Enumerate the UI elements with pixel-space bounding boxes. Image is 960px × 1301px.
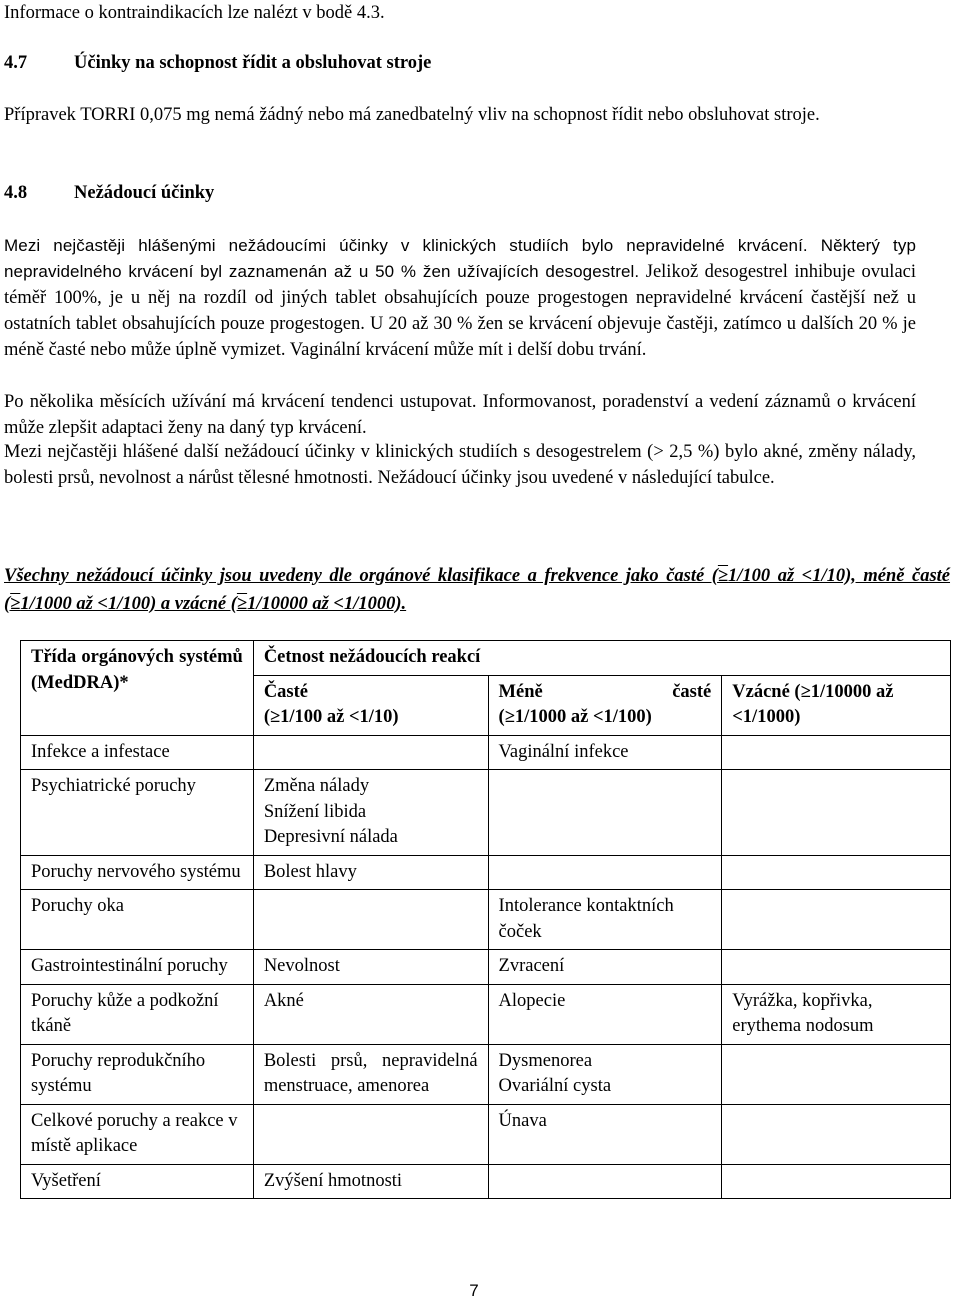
rare-cell: Vyrážka, kopřivka, erythema nodosum: [722, 984, 951, 1044]
table-row: [21, 1104, 951, 1164]
uncommon-header: [488, 675, 722, 735]
adverse-reactions-table: [20, 640, 951, 1199]
section-number: 4.7: [4, 53, 28, 73]
uncommon-header-label: časté: [672, 681, 712, 702]
intro-line: Informace o kontraindikacích lze nalézt v bodě 4.3.: [4, 3, 385, 23]
soc-cell: Poruchy oka: [21, 890, 254, 950]
section-4-7-text: Přípravek TORRI 0,075 mg nemá žádný nebo má zanedbatelný vliv na schopnost řídit nebo obsluhovat stroje.: [4, 105, 820, 125]
ge-symbol: ≥: [10, 593, 21, 614]
common-cell: Nevolnost: [253, 950, 488, 985]
uncommon-cell: Únava: [488, 1104, 722, 1164]
page-number: 7: [469, 1281, 479, 1300]
soc-cell: Psychiatrické poruchy: [21, 770, 254, 856]
common-cell: Změna nálady Snížení libida Depresivní nálada: [253, 770, 488, 856]
paragraph-serif-part: Jelikož desogestrel inhibuje ovulaci téměř 100%, je u něj na rozdíl od jiných tablet obsahujících pouze progestogen nepravidelné krvácení častější než u ostatních tablet obsahujících pouze progestogen. U 20 až 30 % žen se krvácení objevuje častěji, zatímco u dalších 20 % je méně časté nebo může úplně vymizet. Vaginální krvácení může mít i delší dobu trvání.: [4, 262, 917, 360]
uncommon-cell: [488, 770, 722, 856]
table-row: [21, 855, 951, 890]
paragraph-sans-part: Mezi nejčastěji hlášenými nežádoucími účinky v klinických studiích bylo nepravidelné krvácení. Některý typ nepravidelného krvácení byl zaznamenán až u 50 % žen užívajících desogestrel.: [4, 236, 916, 281]
uncommon-cell: Zvracení: [488, 950, 722, 985]
soc-cell: Poruchy kůže a podkožní tkáně: [21, 984, 254, 1044]
soc-cell: Celkové poruchy a reakce v místě aplikace: [21, 1104, 254, 1164]
common-cell: Zvýšení hmotnosti: [253, 1164, 488, 1199]
table-row: [21, 1164, 951, 1199]
common-cell: [253, 890, 488, 950]
uncommon-cell: Intolerance kontaktních čoček: [488, 890, 722, 950]
rare-cell: [722, 770, 951, 856]
common-cell: Bolest hlavy: [253, 855, 488, 890]
soc-cell: Gastrointestinální poruchy: [21, 950, 254, 985]
common-cell: Akné: [253, 984, 488, 1044]
table-header-row: [21, 641, 951, 676]
classification-text: 1/1000 až <1/100) a vzácné (: [20, 593, 237, 614]
table-row: [21, 735, 951, 770]
frequency-header: Četnost nežádoucích reakcí: [253, 641, 950, 676]
rare-cell: [722, 855, 951, 890]
uncommon-cell: [488, 1164, 722, 1199]
classification-text: 1/100 až <1/10), méně časté (: [4, 565, 951, 614]
section-number: 4.8: [4, 183, 28, 203]
common-header-range: (≥1/100 až <1/10): [263, 707, 399, 727]
table-row: [21, 890, 951, 950]
uncommon-header-label: Méně: [498, 681, 543, 702]
section-4-8-paragraph-3: Mezi nejčastěji hlášené další nežádoucí účinky v klinických studiích s desogestrelem (> 2,5 %) bylo akné, změny nálady, bolesti prsů, nevolnost a nárůst tělesné hmotnosti. Nežádoucí účinky jsou uvedené v následující tabulce.: [4, 442, 916, 488]
common-header: [253, 675, 488, 735]
ge-symbol: ≥: [717, 565, 729, 586]
classification-note: [4, 562, 950, 618]
soc-cell: Poruchy nervového systému: [21, 855, 254, 890]
rare-cell: [722, 735, 951, 770]
common-cell: [253, 1104, 488, 1164]
uncommon-cell: Alopecie: [488, 984, 722, 1044]
section-title: Účinky na schopnost řídit a obsluhovat stroje: [74, 53, 432, 73]
rare-cell: [722, 950, 951, 985]
section-4-7-heading: [4, 50, 431, 76]
uncommon-cell: [488, 855, 722, 890]
uncommon-cell: Vaginální infekce: [488, 735, 722, 770]
table-row: [21, 984, 951, 1044]
common-cell: [253, 735, 488, 770]
table-row: [21, 950, 951, 985]
rare-cell: [722, 1164, 951, 1199]
rare-header: Vzácné (≥1/10000 až <1/1000): [722, 675, 951, 735]
ge-symbol: ≥: [236, 593, 248, 614]
classification-text: Všechny nežádoucí účinky jsou uvedeny dle orgánové klasifikace a frekvence jako časté (: [4, 565, 718, 586]
section-4-8-paragraph-1: [4, 233, 916, 363]
rare-cell: [722, 1104, 951, 1164]
rare-cell: [722, 890, 951, 950]
section-title: Nežádoucí účinky: [74, 183, 215, 203]
common-header-label: Časté: [263, 681, 308, 702]
table-row: [21, 770, 951, 856]
soc-header: Třída orgánových systémů (MedDRA)*: [21, 641, 254, 736]
soc-cell: Poruchy reprodukčního systému: [21, 1044, 254, 1104]
uncommon-cell: Dysmenorea Ovariální cysta: [488, 1044, 722, 1104]
soc-cell: Vyšetření: [21, 1164, 254, 1199]
section-4-8-heading: [4, 180, 214, 206]
uncommon-header-range: (≥1/1000 až <1/100): [498, 707, 652, 727]
rare-cell: [722, 1044, 951, 1104]
classification-text: 1/10000 až <1/1000).: [247, 593, 407, 614]
table-row: [21, 1044, 951, 1104]
soc-cell: Infekce a infestace: [21, 735, 254, 770]
common-cell: Bolesti prsů, nepravidelná menstruace, amenorea: [253, 1044, 488, 1104]
section-4-8-paragraph-2: Po několika měsících užívání má krvácení tendenci ustupovat. Informovanost, poradenství a vedení záznamů o krvácení může zlepšit adaptaci ženy na daný typ krvácení.: [4, 392, 916, 438]
